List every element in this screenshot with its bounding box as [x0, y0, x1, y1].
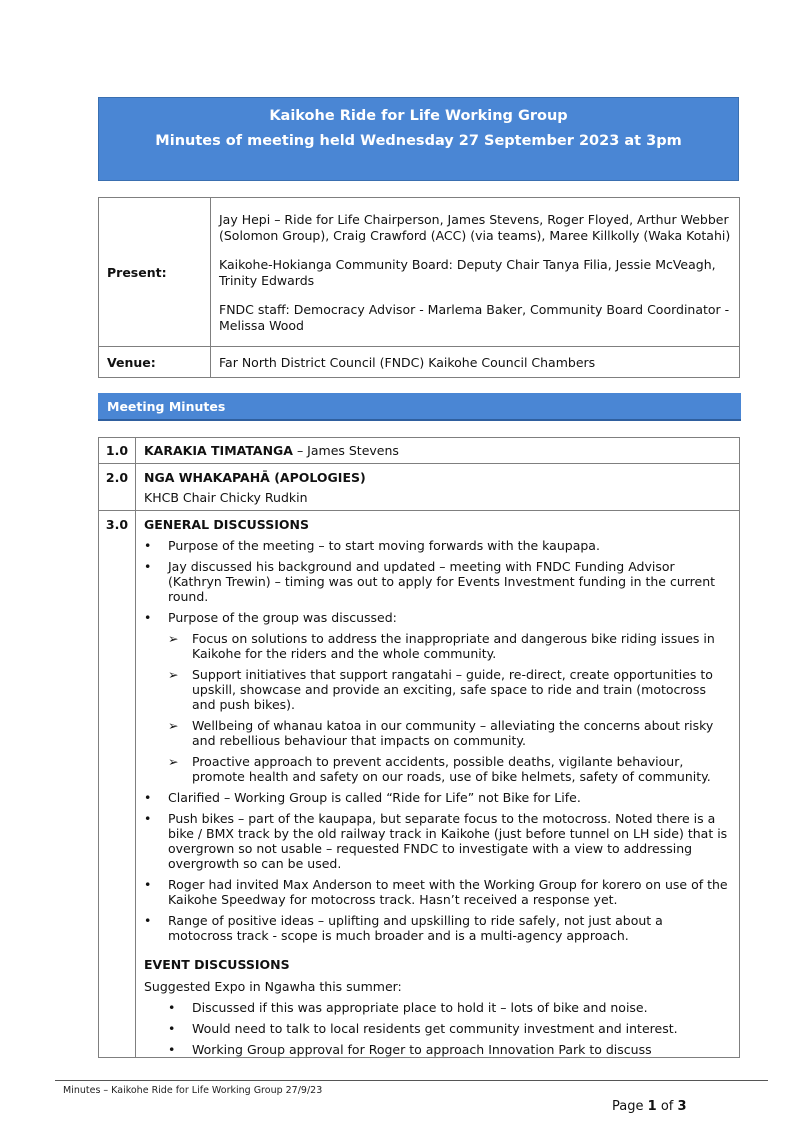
section-header: Meeting Minutes: [98, 393, 741, 421]
title-banner: [98, 97, 739, 181]
list-item: • Range of positive ideas – uplifting and upskilling to ride safely, not just about a motocross track - scope is much broader and is a multi-agency approach.: [144, 913, 663, 943]
present-row: [99, 198, 740, 347]
item-title: GENERAL DISCUSSIONS: [144, 517, 309, 532]
bullet-icon: •: [144, 790, 152, 805]
agenda-item-karakia: [99, 438, 740, 464]
apologies-text: KHCB Chair Chicky Rudkin: [144, 490, 308, 505]
present-community-board: Kaikohe-Hokianga Community Board: Deputy Chair Tanya Filia, Jessie McVeagh, Trinity Edwards: [219, 257, 716, 288]
footer-text: Minutes – Kaikohe Ride for Life Working Group 27/9/23: [63, 1085, 323, 1096]
venue-row: [99, 347, 740, 378]
bullet-icon: •: [144, 538, 152, 553]
sub-list-item: ➢ Focus on solutions to address the inappropriate and dangerous bike riding issues in Kaikohe for the riders and the whole community.: [168, 631, 715, 661]
sub-list-item: ➢ Proactive approach to prevent accidents, possible deaths, vigilante behaviour, promote health and safety on our roads, use of bike helmets, safety of community.: [168, 754, 711, 784]
arrow-bullet-icon: ➢: [168, 631, 179, 646]
document-title: Kaikohe Ride for Life Working Group: [269, 108, 568, 124]
arrow-bullet-icon: ➢: [168, 718, 179, 733]
present-staff: FNDC staff: Democracy Advisor - Marlema Baker, Community Board Coordinator - Melissa Wood: [219, 302, 730, 333]
current-page: 1: [647, 1099, 657, 1114]
bullet-icon: •: [144, 877, 152, 892]
attendance-table: [98, 197, 740, 378]
list-item: • Purpose of the meeting – to start moving forwards with the kaupapa.: [144, 538, 600, 553]
bullet-icon: •: [144, 610, 152, 625]
minutes-table: [98, 437, 740, 1058]
total-pages: 3: [677, 1099, 687, 1114]
item-presenter: – James Stevens: [292, 443, 399, 458]
bullet-icon: •: [168, 1042, 176, 1057]
venue-label: Venue:: [99, 347, 211, 378]
item-number: 1.0: [99, 438, 136, 464]
agenda-item-apologies: [99, 464, 740, 511]
list-item: • Push bikes – part of the kaupapa, but separate focus to the motocross. Noted there is a bike / BMX track by the old railway track in Kaikohe (just before tunnel on LH side) that is overgrown so not usable – requested FNDC to investigate with a view to addressing overgrowth so can be used.: [144, 811, 728, 871]
document-subtitle: Minutes of meeting held Wednesday 27 September 2023 at 3pm: [155, 133, 682, 149]
bullet-icon: •: [144, 559, 152, 574]
agenda-item-general-discussions: [99, 511, 740, 1058]
list-item: • Clarified – Working Group is called “Ride for Life” not Bike for Life.: [144, 790, 581, 805]
arrow-bullet-icon: ➢: [168, 667, 179, 682]
item-title: NGA WHAKAPAHĀ (APOLOGIES): [144, 470, 366, 485]
list-item: • Purpose of the group was discussed:: [144, 610, 397, 625]
bullet-icon: •: [168, 1021, 176, 1036]
item-title: KARAKIA TIMATANGA: [144, 443, 293, 458]
event-list-item: • Discussed if this was appropriate place to hold it – lots of bike and noise.: [168, 1000, 648, 1015]
event-list-item: • Working Group approval for Roger to approach Innovation Park to discuss: [168, 1042, 652, 1057]
present-value: [211, 198, 740, 347]
arrow-bullet-icon: ➢: [168, 754, 179, 769]
page-number: Page 1 of 3: [612, 1099, 687, 1114]
sub-list-item: ➢ Support initiatives that support rangatahi – guide, re-direct, create opportunities to upskill, showcase and provide an exciting, safe space to ride and train (motocross and push bikes).: [168, 667, 713, 712]
list-item: • Jay discussed his background and updated – meeting with FNDC Funding Advisor (Kathryn Trewin) – timing was out to apply for Events Investment funding in the current round.: [144, 559, 716, 604]
present-label: Present:: [99, 198, 211, 347]
bullet-icon: •: [144, 811, 152, 826]
event-discussions-heading: EVENT DISCUSSIONS: [144, 957, 290, 972]
item-number: 2.0: [99, 464, 136, 511]
present-attendees: Jay Hepi – Ride for Life Chairperson, James Stevens, Roger Floyed, Arthur Webber (Solomon Group), Craig Crawford (ACC) (via teams), Maree Killkolly (Waka Kotahi): [219, 212, 731, 243]
item-number: 3.0: [99, 511, 136, 1058]
footer-divider: [55, 1080, 768, 1081]
list-item: • Roger had invited Max Anderson to meet with the Working Group for korero on use of the Kaikohe Speedway for motocross track. Hasn’t received a response yet.: [144, 877, 728, 907]
bullet-icon: •: [168, 1000, 176, 1015]
venue-value: Far North District Council (FNDC) Kaikohe Council Chambers: [211, 347, 740, 378]
event-list-item: • Would need to talk to local residents get community investment and interest.: [168, 1021, 678, 1036]
bullet-icon: •: [144, 913, 152, 928]
sub-list-item: ➢ Wellbeing of whanau katoa in our community – alleviating the concerns about risky and rebellious behaviour that impacts on community.: [168, 718, 714, 748]
event-intro: Suggested Expo in Ngawha this summer:: [144, 979, 402, 994]
